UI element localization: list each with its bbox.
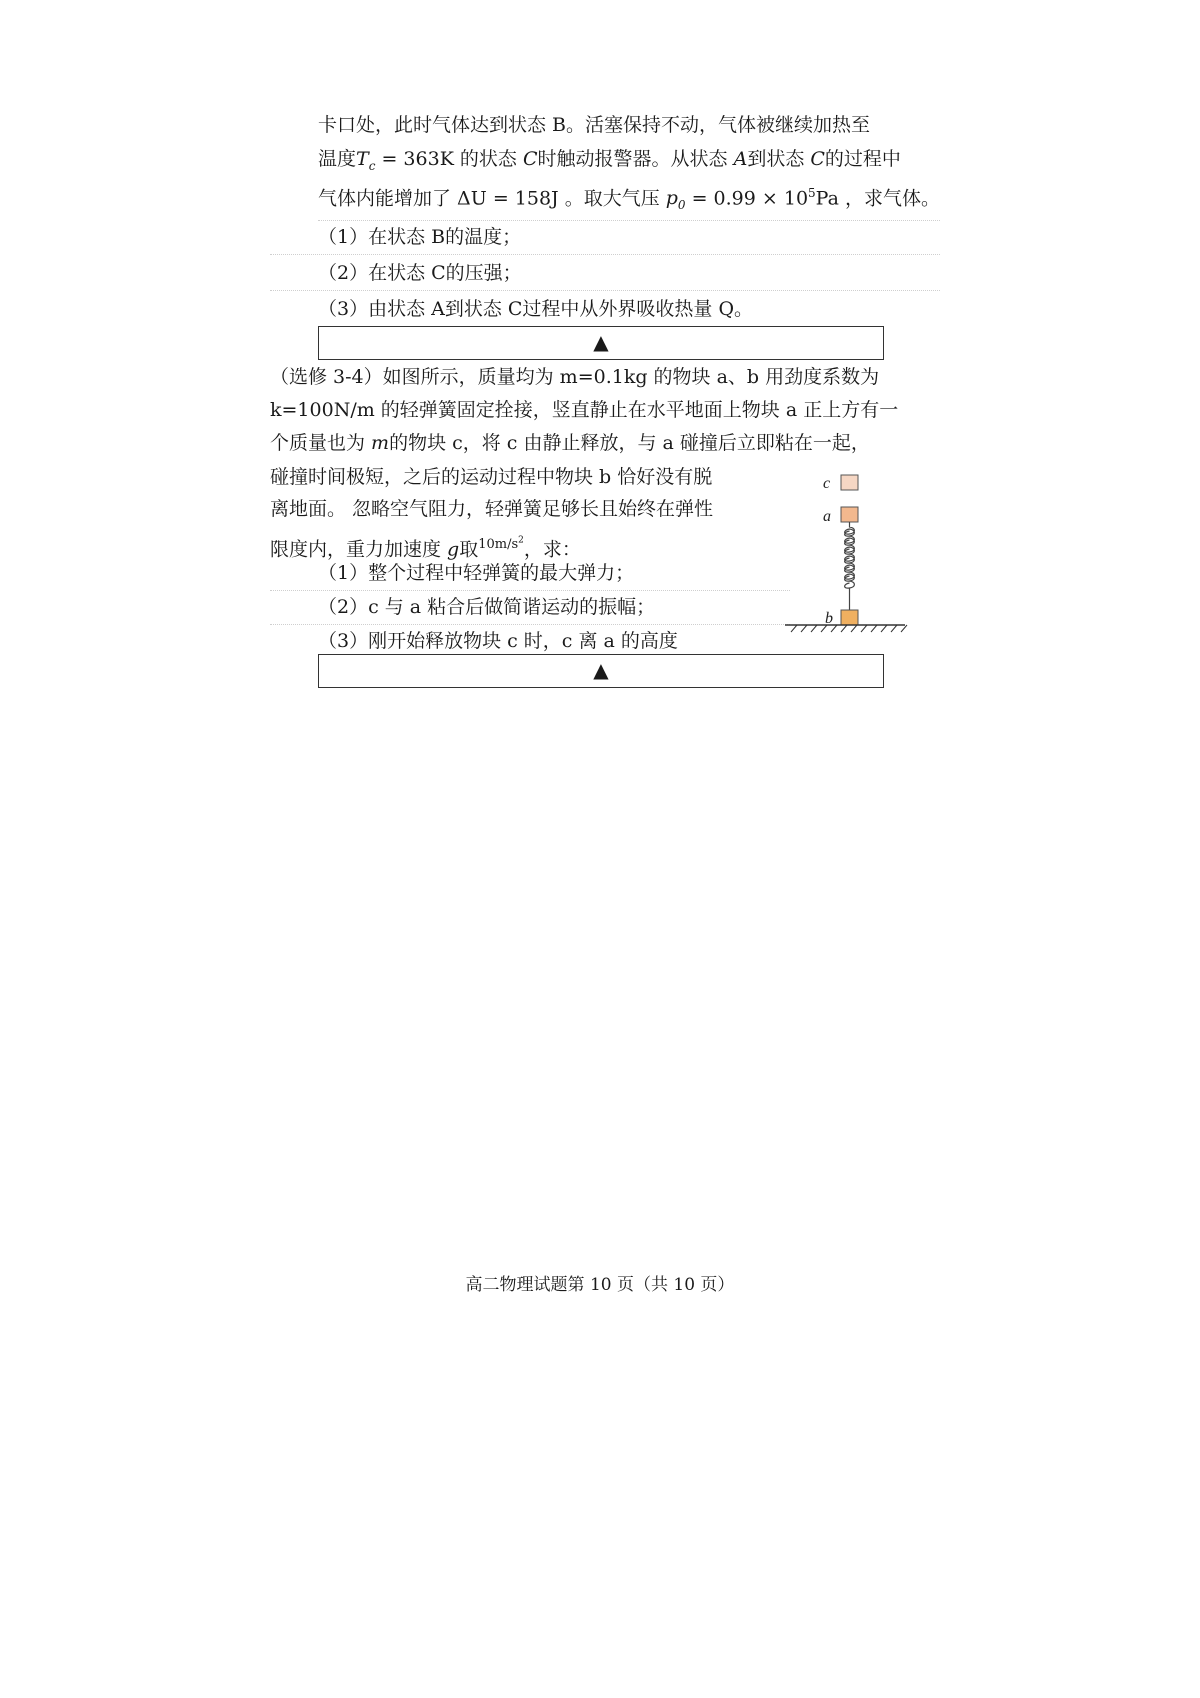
q2-line-2: k=100N/m 的轻弹簧固定拴接，竖直静止在水平地面上物块 a 正上方有一 (270, 399, 899, 421)
q2-part-2: （2）c 与 a 粘合后做简谐运动的振幅； (318, 596, 656, 618)
q2-line-4: 碰撞时间极短，之后的运动过程中物块 b 恰好没有脱 (270, 466, 713, 488)
q2-line-3b: 的物块 c，将 c 由静止释放，与 a 碰撞后立即粘在一起， (389, 432, 870, 454)
divider (270, 624, 790, 625)
q1-line-2b: = 363K 的状态 (375, 148, 523, 170)
divider (270, 254, 940, 255)
p0-symbol: $p_0$ (665, 187, 686, 213)
g-value: 10m/s2 (478, 536, 524, 553)
q2-part-3: （3）刚开始释放物块 c 时，c 离 a 的高度 (318, 630, 678, 652)
q2-line-3 (270, 430, 870, 456)
answer-box-1[interactable] (318, 326, 884, 360)
label-b: b (825, 610, 833, 627)
q2-part-1: （1）整个过程中轻弹簧的最大弹力； (318, 562, 635, 584)
q1-line-2 (318, 146, 901, 179)
q1-line-3c: Pa ，求气体。 (815, 187, 940, 210)
block-a (841, 507, 858, 522)
g-symbol: g (447, 538, 460, 561)
q2-line-6a: 限度内，重力加速度 (270, 538, 448, 561)
q2-line-3a: 个质量也为 (270, 432, 372, 454)
block-c (841, 475, 858, 490)
q1-line-3 (318, 180, 940, 218)
q1-line-2e: 的过程中 (824, 148, 901, 170)
page-footer: 高二物理试题第 10 页（共 10 页） (465, 1275, 735, 1295)
state-c-1: C (522, 148, 538, 170)
block-b (841, 610, 858, 625)
q1-line-3b: = 0.99 × 10 (685, 187, 809, 210)
q2-line-6 (270, 528, 581, 563)
label-a: a (823, 508, 831, 525)
state-c-2: C (810, 148, 825, 170)
spring-block-figure (775, 465, 915, 640)
q2-line-6b: 取 (459, 538, 479, 561)
q1-part-1: （1）在状态 B的温度； (318, 226, 522, 248)
q2-line-1: （选修 3-4）如图所示，质量均为 m=0.1kg 的物块 a、b 用劲度系数为 (270, 366, 880, 388)
q2-line-6d: ，求： (523, 538, 581, 561)
exponent-5: 5 (808, 186, 816, 200)
divider (270, 290, 940, 291)
divider (270, 590, 790, 591)
answer-marker: ▲ (593, 658, 609, 682)
label-c: c (823, 475, 831, 492)
q2-line-5: 离地面。 忽略空气阻力，轻弹簧足够长且始终在弹性 (270, 498, 714, 520)
q1-line-2d: 到状态 (747, 148, 811, 170)
ground-hatching (791, 625, 907, 632)
spring-coil (845, 522, 855, 610)
q1-line-2a: 温度 (318, 148, 357, 170)
q1-line-2c: 时触动报警器。从状态 (537, 148, 734, 170)
answer-box-2[interactable] (318, 654, 884, 688)
tc-symbol: $T_c$ (356, 148, 376, 173)
m-symbol: m (371, 432, 390, 454)
q1-part-2: （2）在状态 C的压强； (318, 262, 522, 284)
state-a-1: A (733, 148, 748, 170)
q1-part-3: （3）由状态 A到状态 C过程中从外界吸收热量 Q。 (318, 298, 754, 320)
answer-marker: ▲ (593, 330, 609, 354)
divider (318, 220, 940, 221)
q1-line-3a: 气体内能增加了 ΔU = 158J 。取大气压 (318, 187, 666, 210)
q1-line-1: 卡口处，此时气体达到状态 B。活塞保持不动，气体被继续加热至 (318, 114, 871, 136)
